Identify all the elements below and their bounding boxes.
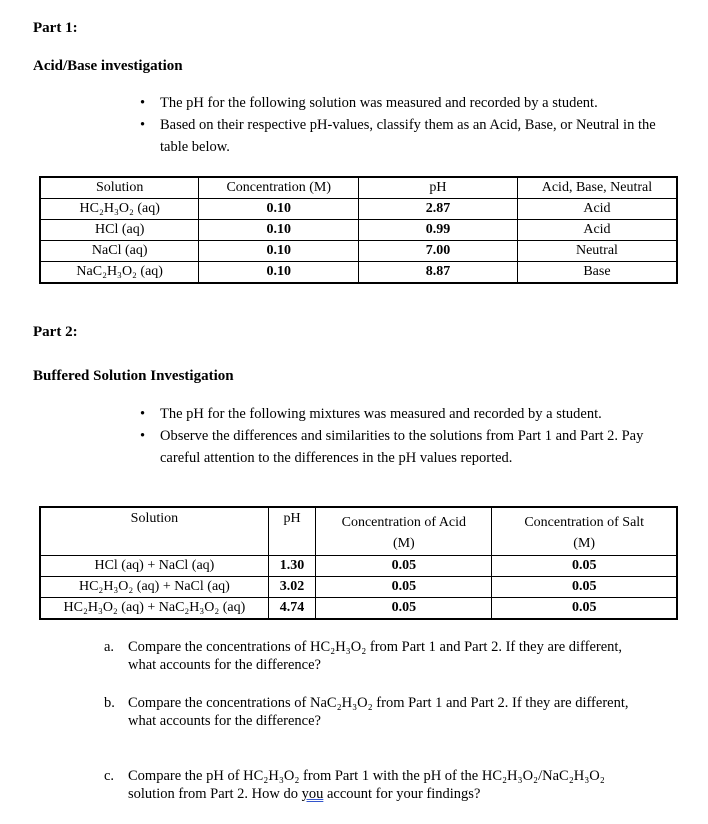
header-concentration: Concentration (M) — [199, 177, 359, 199]
cell-solution: HC₂H₃O₂ (aq) + NaC₂H₃O₂ (aq) — [40, 598, 268, 620]
spellcheck-word: you — [301, 786, 324, 802]
cell-acid: 0.05 — [316, 556, 492, 577]
header-salt-concentration — [492, 507, 677, 556]
cell-ph: 7.00 — [359, 241, 518, 262]
cell-ph: 8.87 — [359, 262, 518, 284]
table-row — [40, 262, 677, 284]
cell-solution: NaCl (aq) — [40, 241, 199, 262]
bullet-item: • The pH for the following mixtures was measured and recorded by a student. — [160, 403, 670, 425]
question-letter: a. — [104, 639, 115, 655]
question-a — [104, 638, 694, 674]
part2-subheading: Buffered Solution Investigation — [33, 368, 234, 384]
header-ph: pH — [268, 507, 315, 556]
header-acid-concentration — [316, 507, 492, 556]
question-letter: c. — [104, 768, 115, 784]
table-row — [40, 577, 677, 598]
question-letter: b. — [104, 695, 115, 711]
cell-class: Acid — [517, 199, 677, 220]
cell-salt: 0.05 — [492, 556, 677, 577]
question-text: solution from Part 2. How do — [128, 786, 302, 802]
cell-ph: 1.30 — [268, 556, 315, 577]
part2-bullets — [140, 403, 670, 469]
table-row — [40, 241, 677, 262]
cell-salt: 0.05 — [492, 598, 677, 620]
header-solution: Solution — [40, 177, 199, 199]
part2-table — [39, 506, 678, 620]
question-line: what accounts for the difference? — [128, 713, 321, 729]
cell-acid: 0.05 — [316, 577, 492, 598]
question-b — [104, 694, 694, 730]
part1-table — [39, 176, 678, 284]
question-line: what accounts for the difference? — [128, 657, 321, 673]
header-salt-unit: (M) — [573, 536, 596, 551]
table-row — [40, 556, 677, 577]
header-ph: pH — [359, 177, 518, 199]
part2-heading: Part 2: — [33, 324, 78, 340]
question-line: Compare the pH of HC₂H₃O₂ from Part 1 with the pH of the HC₂H₃O₂/NaC₂H₃O₂ — [128, 768, 605, 784]
question-text: account for your findings? — [323, 786, 481, 802]
question-line — [128, 785, 694, 803]
cell-acid: 0.05 — [316, 598, 492, 620]
header-solution: Solution — [40, 507, 268, 556]
part1-subheading: Acid/Base investigation — [33, 58, 183, 74]
part1-heading: Part 1: — [33, 20, 78, 36]
cell-class: Base — [517, 262, 677, 284]
cell-solution: HCl (aq) + NaCl (aq) — [40, 556, 268, 577]
cell-solution: HC₂H₃O₂ (aq) + NaCl (aq) — [40, 577, 268, 598]
header-classification: Acid, Base, Neutral — [517, 177, 677, 199]
header-acid-label: Concentration of Acid — [341, 515, 467, 530]
bullet-item: • Observe the differences and similarities to the solutions from Part 1 and Part 2. Pay careful attention to the differences in the pH values reported. — [160, 425, 670, 469]
bullet-item: • The pH for the following solution was measured and recorded by a student. — [160, 92, 670, 114]
table-row — [40, 598, 677, 620]
question-line: Compare the concentrations of HC₂H₃O₂ from Part 1 and Part 2. If they are different, — [128, 639, 623, 655]
table-row — [40, 220, 677, 241]
cell-conc: 0.10 — [199, 220, 359, 241]
question-line: Compare the concentrations of NaC₂H₃O₂ from Part 1 and Part 2. If they are different, — [128, 695, 629, 711]
part1-bullets — [140, 92, 670, 158]
question-c — [104, 767, 694, 803]
cell-conc: 0.10 — [199, 199, 359, 220]
bullet-item: • Based on their respective pH-values, classify them as an Acid, Base, or Neutral in the table below. — [160, 114, 670, 158]
cell-ph: 3.02 — [268, 577, 315, 598]
cell-conc: 0.10 — [199, 241, 359, 262]
cell-ph: 4.74 — [268, 598, 315, 620]
header-salt-label: Concentration of Salt — [524, 515, 645, 530]
header-acid-unit: (M) — [392, 536, 415, 551]
cell-ph: 0.99 — [359, 220, 518, 241]
cell-salt: 0.05 — [492, 577, 677, 598]
cell-ph: 2.87 — [359, 199, 518, 220]
cell-class: Acid — [517, 220, 677, 241]
cell-conc: 0.10 — [199, 262, 359, 284]
table-row — [40, 199, 677, 220]
cell-solution: HC₂H₃O₂ (aq) — [40, 199, 199, 220]
cell-solution: NaC₂H₃O₂ (aq) — [40, 262, 199, 284]
cell-class: Neutral — [517, 241, 677, 262]
cell-solution: HCl (aq) — [40, 220, 199, 241]
